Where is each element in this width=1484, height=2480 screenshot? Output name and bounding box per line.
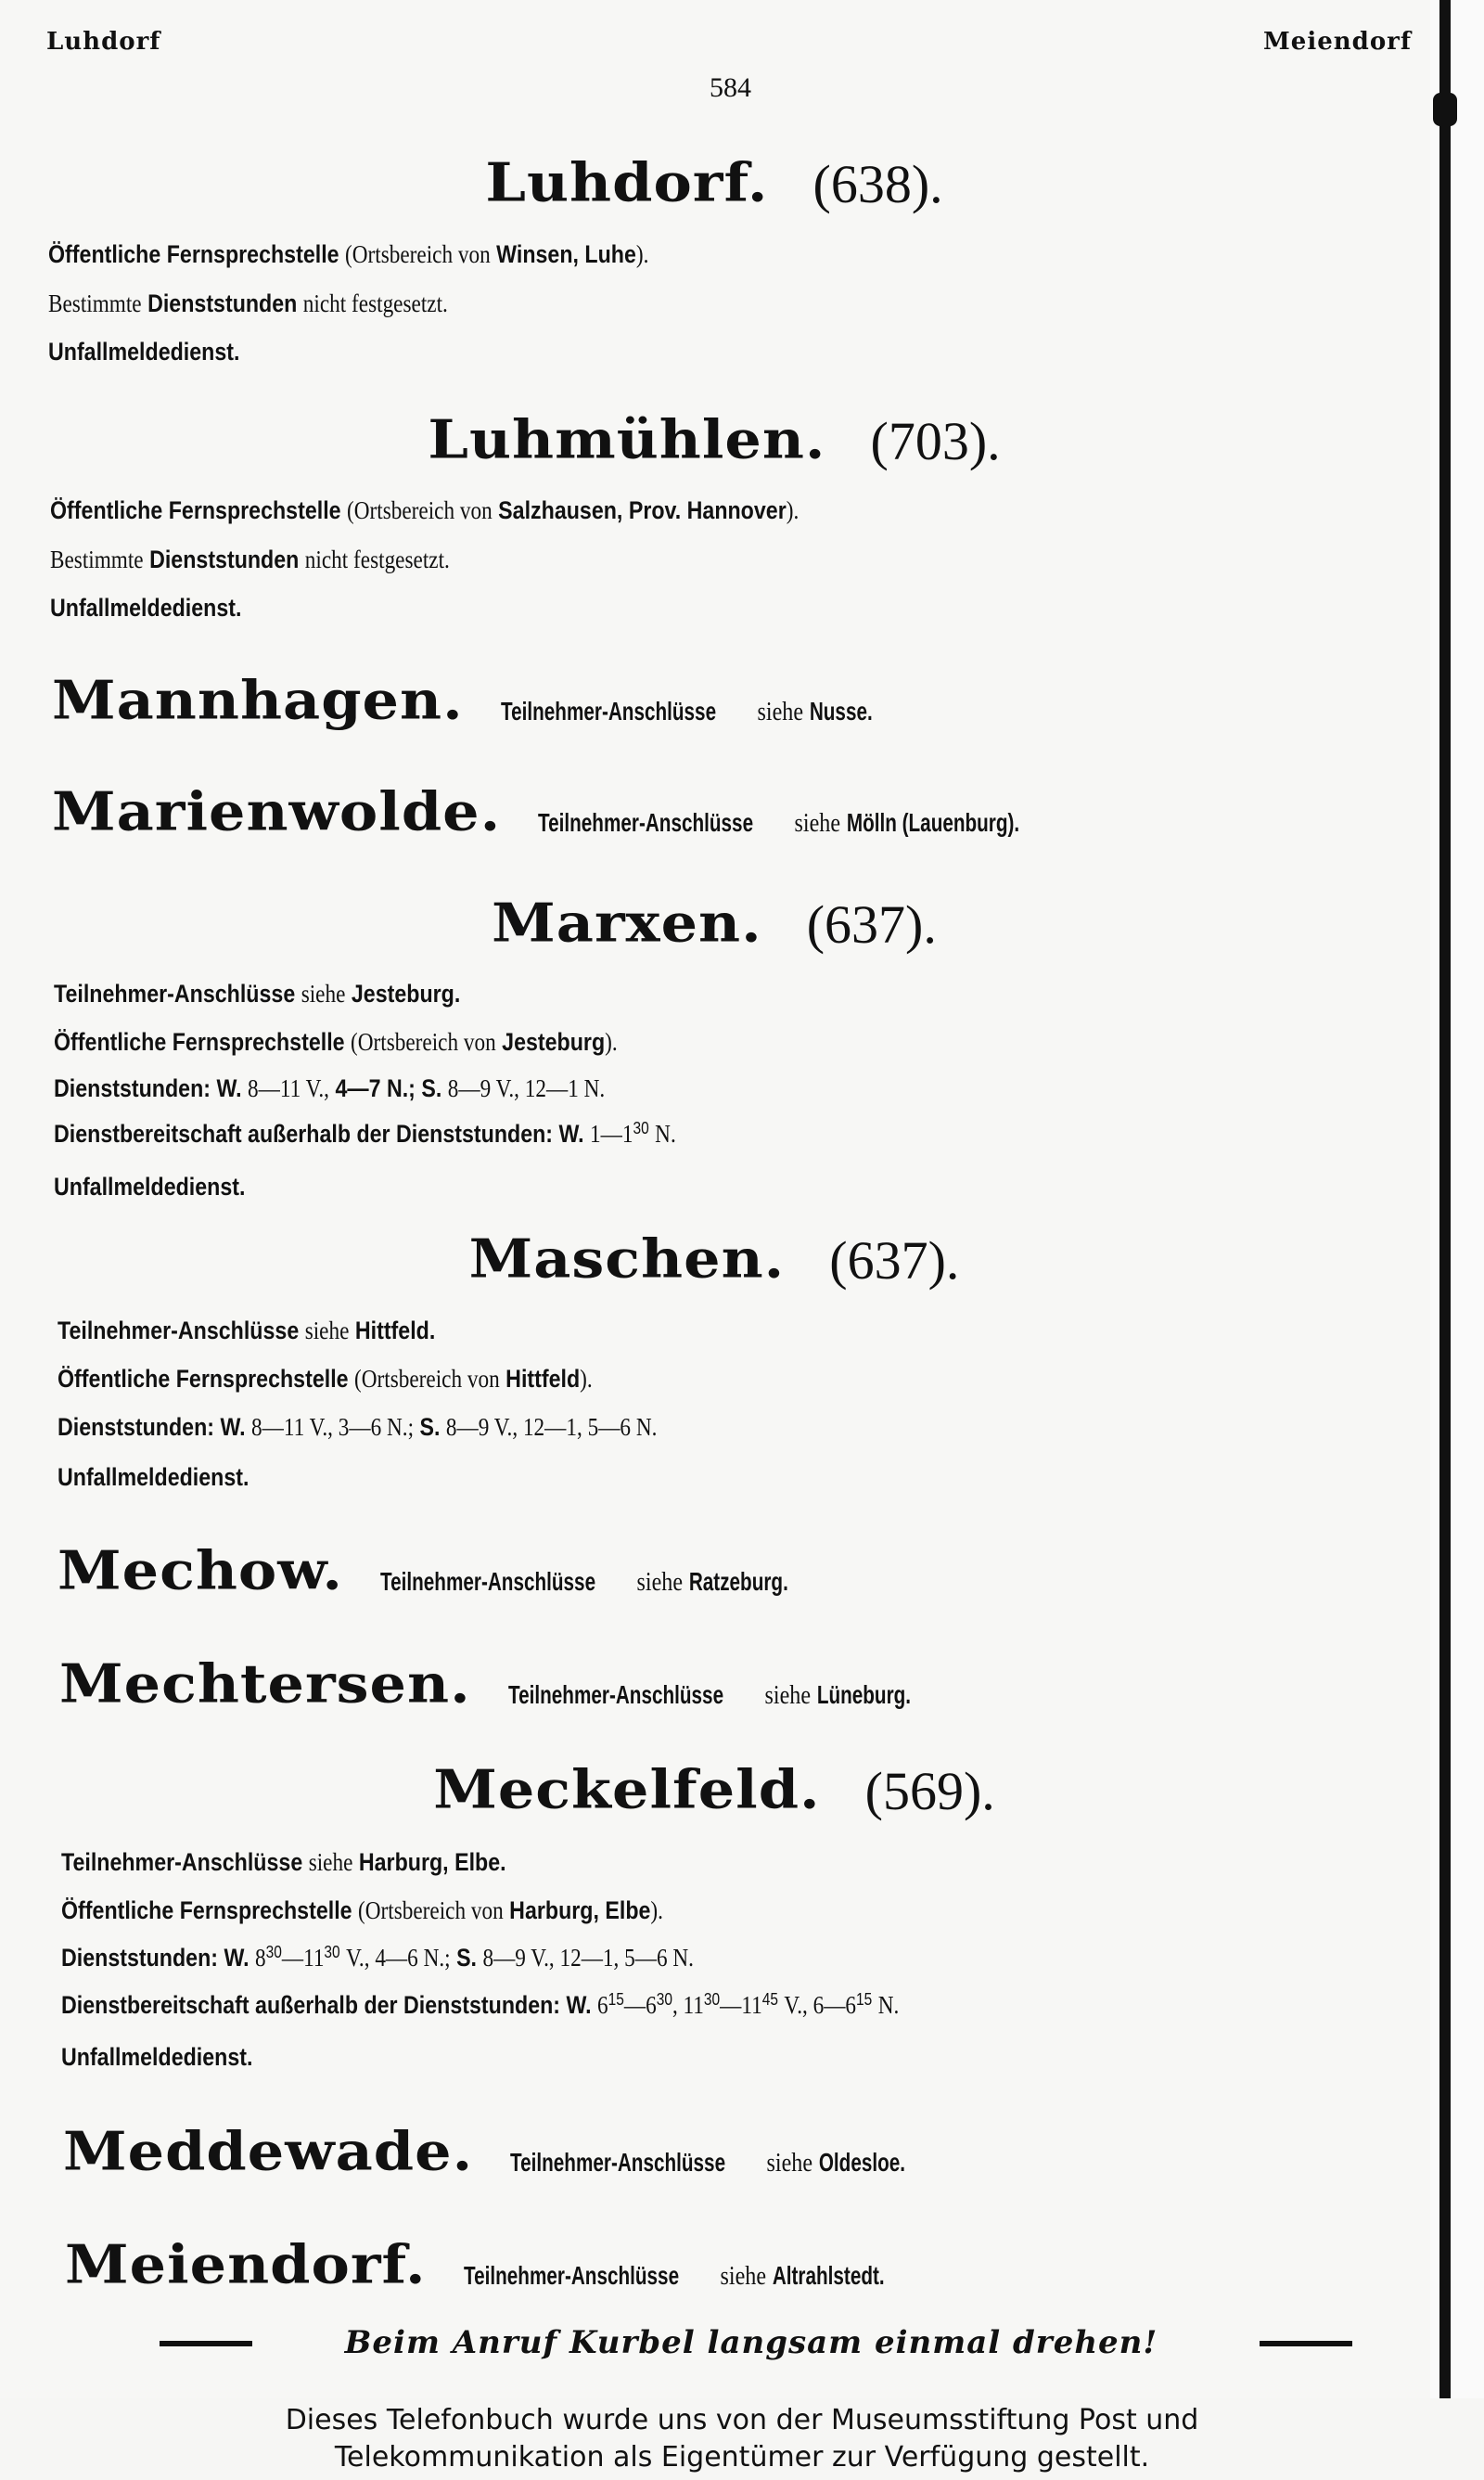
entry-mechtersen: Mechtersen. Teilnehmer-Anschlüsse siehe Lüneburg.: [59, 1651, 911, 1715]
place-name: Mechtersen.: [59, 1651, 471, 1715]
accident-service-line: Unfallmeldedienst.: [48, 338, 240, 366]
service-hours-line: Bestimmte Dienststunden nicht festgesetzt.: [50, 546, 450, 573]
public-phone-line: Öffentliche Fernsprechstelle (Ortsbereich von Salzhausen, Prov. Hannover).: [50, 496, 800, 524]
page-number: 584: [710, 72, 751, 103]
entry-heading-luhmuehlen: [0, 405, 1428, 473]
public-phone-line: Öffentliche Fernsprechstelle (Ortsbereich von Jesteburg).: [54, 1028, 618, 1056]
book-spine: [1439, 0, 1451, 2398]
place-name: Meddewade.: [63, 2119, 474, 2183]
footer-rule-right: [1260, 2341, 1352, 2346]
area-code: (703).: [870, 411, 1001, 471]
entry-heading-meckelfeld: [0, 1755, 1428, 1823]
notice-line-1: Dieses Telefonbuch wurde uns von der Museumsstiftung Post und: [285, 2404, 1199, 2436]
entry-mannhagen: Mannhagen. Teilnehmer-Anschlüsse siehe Nusse.: [52, 668, 873, 732]
subscriber-ref-line: Teilnehmer-Anschlüsse siehe Harburg, Elbe.: [61, 1848, 506, 1876]
running-head-left: Luhdorf: [46, 28, 161, 56]
footer-instruction: Beim Anruf Kurbel langsam einmal drehen!: [344, 2324, 1158, 2361]
subscriber-ref-line: Teilnehmer-Anschlüsse siehe Jesteburg.: [54, 980, 461, 1008]
area-code: (638).: [812, 154, 943, 214]
service-hours-line: Dienststunden: W. 8—11 V., 4—7 N.; S. 8—9 V., 12—1 N.: [54, 1074, 606, 1102]
service-hours-line: Dienststunden: W. 8—11 V., 3—6 N.; S. 8—9 V., 12—1, 5—6 N.: [58, 1413, 658, 1441]
place-name: Maschen.: [468, 1227, 786, 1291]
accident-service-line: Unfallmeldedienst.: [58, 1463, 249, 1491]
accident-service-line: Unfallmeldedienst.: [61, 2043, 253, 2071]
entry-mechow: Mechow. Teilnehmer-Anschlüsse siehe Ratzeburg.: [58, 1538, 788, 1602]
entry-heading-maschen: [0, 1225, 1428, 1292]
public-phone-line: Öffentliche Fernsprechstelle (Ortsbereich von Winsen, Luhe).: [48, 240, 649, 268]
place-name: Luhmühlen.: [428, 407, 826, 471]
area-code: (569).: [864, 1761, 995, 1821]
notice-line-2: Telekommunikation als Eigentümer zur Verfügung gestellt.: [334, 2441, 1150, 2474]
service-hours-line: Dienststunden: W. $8^{30}—11^{30}$ V., 4—6 N.; S. 8—9 V., 12—1, 5—6 N.: [61, 1943, 694, 1972]
place-name: Meiendorf.: [65, 2232, 427, 2296]
entry-heading-marxen: [0, 889, 1428, 957]
running-head-right: Meiendorf: [1263, 28, 1413, 56]
area-code: (637).: [806, 894, 937, 955]
place-name: Mechow.: [58, 1538, 343, 1602]
binding-edge: [1430, 0, 1484, 2398]
subscriber-ref-line: Teilnehmer-Anschlüsse siehe Hittfeld.: [58, 1317, 436, 1344]
place-name: Luhdorf.: [485, 150, 769, 214]
place-name: Mannhagen.: [52, 668, 464, 732]
service-hours-line: Bestimmte Dienststunden nicht festgesetzt.: [48, 289, 448, 317]
place-name: Meckelfeld.: [433, 1757, 821, 1821]
accident-service-line: Unfallmeldedienst.: [50, 594, 242, 622]
ownership-notice: [0, 2398, 1484, 2480]
standby-hours-line: Dienstbereitschaft außerhalb der Dienststunden: W. $1—1^{30}$ N.: [54, 1119, 676, 1148]
accident-service-line: Unfallmeldedienst.: [54, 1173, 246, 1201]
standby-hours-line: Dienstbereitschaft außerhalb der Dienststunden: W. $6^{15}—6^{30}$, $11^{30}—11^{45}$ V., $6—6^{15}$ N.: [61, 1990, 900, 2019]
spine-mark: [1433, 93, 1457, 126]
place-name: Marienwolde.: [52, 779, 502, 843]
public-phone-line: Öffentliche Fernsprechstelle (Ortsbereich von Harburg, Elbe).: [61, 1896, 663, 1924]
public-phone-line: Öffentliche Fernsprechstelle (Ortsbereich von Hittfeld).: [58, 1365, 593, 1393]
area-code: (637).: [829, 1230, 960, 1291]
entry-meiendorf: Meiendorf. Teilnehmer-Anschlüsse siehe Altrahlstedt.: [65, 2232, 885, 2296]
entry-marienwolde: Marienwolde. Teilnehmer-Anschlüsse siehe Mölln (Lauenburg).: [52, 779, 1020, 843]
place-name: Marxen.: [492, 891, 762, 955]
entry-heading-luhdorf: [0, 148, 1428, 216]
footer-rule-left: [160, 2341, 252, 2346]
entry-meddewade: Meddewade. Teilnehmer-Anschlüsse siehe Oldesloe.: [63, 2119, 906, 2183]
